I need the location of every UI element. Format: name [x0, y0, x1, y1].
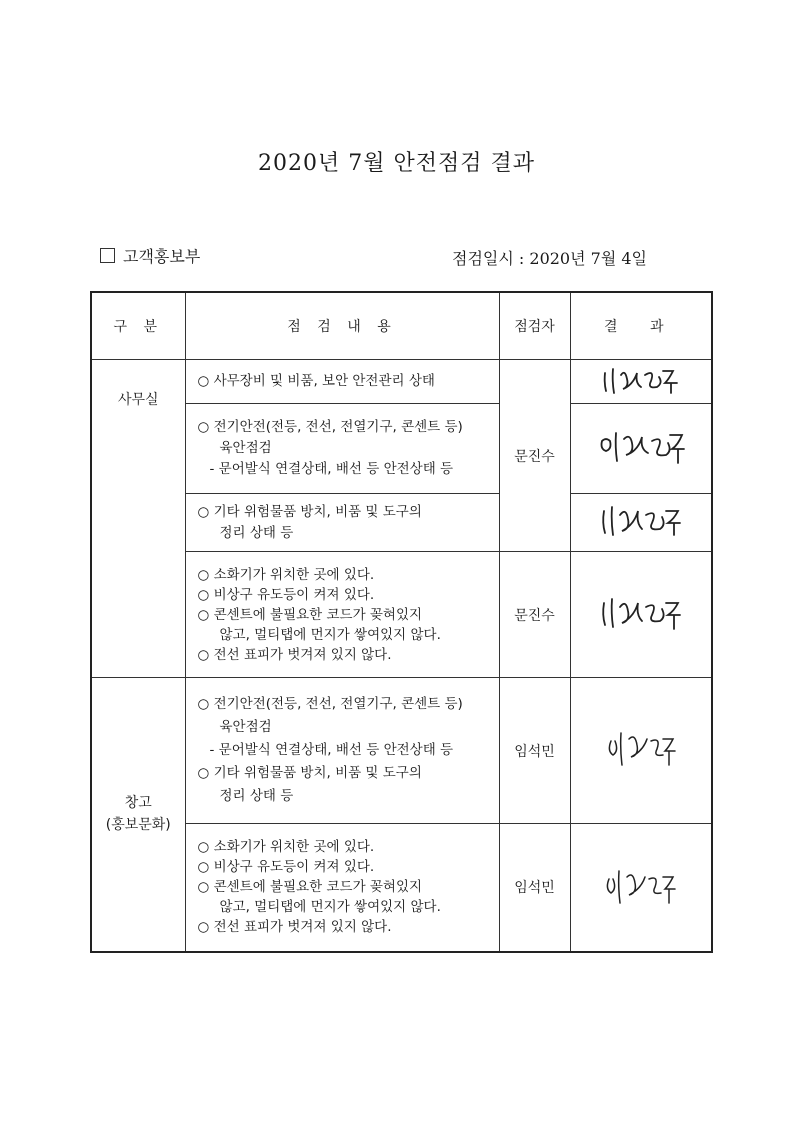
- header-category: 구 분: [91, 292, 185, 360]
- content-line: 육안점검: [219, 440, 272, 456]
- table-row: [91, 678, 712, 824]
- inspector-cell: 문진수: [499, 552, 570, 678]
- result-cell: [570, 494, 712, 552]
- table-row: [91, 824, 712, 952]
- category-cell: [91, 678, 185, 952]
- result-signature: [601, 863, 681, 907]
- inspector-cell: 임석민: [499, 824, 570, 952]
- table-row: [91, 494, 712, 552]
- content-cell: [185, 824, 499, 952]
- category-label: 사무실: [117, 391, 159, 408]
- content-line: ○ 전기안전(전등, 전선, 전열기구, 콘센트 등): [197, 419, 463, 435]
- content-line: ○ 콘센트에 불필요한 코드가 꽂혀있지: [197, 879, 423, 896]
- result-signature: [594, 427, 688, 467]
- content-cell: [185, 494, 499, 552]
- result-cell: [570, 360, 712, 404]
- inspector-cell: 문진수: [499, 360, 570, 552]
- result-signature: [596, 593, 686, 633]
- table-row: [91, 360, 712, 404]
- content-line: 정리 상태 등: [219, 524, 294, 541]
- content-cell: [185, 404, 499, 494]
- content-line: ○ 콘센트에 불필요한 코드가 꽂혀있지: [197, 606, 423, 623]
- content-line: ○ 사무장비 및 비품, 보안 안전관리 상태: [197, 373, 435, 389]
- table-row: [91, 552, 712, 678]
- result-signature: [603, 727, 679, 771]
- department-checkbox[interactable]: [100, 248, 115, 263]
- content-line: ○ 기타 위험물품 방치, 비품 및 도구의: [197, 765, 422, 781]
- content-line: 않고, 멀티탭에 먼지가 쌓여있지 않다.: [219, 899, 441, 916]
- content-line: 않고, 멀티탭에 먼지가 쌓여있지 않다.: [219, 626, 441, 643]
- result-signature: [599, 365, 683, 395]
- content-line: ○ 비상구 유도등이 켜져 있다.: [197, 859, 375, 876]
- category-cell: [91, 360, 185, 678]
- inspection-table: [90, 291, 713, 953]
- content-line: ○ 전선 표피가 벗겨져 있지 않다.: [197, 919, 392, 936]
- content-line: - 문어발식 연결상태, 배선 등 안전상태 등: [209, 461, 454, 477]
- content-cell: [185, 678, 499, 824]
- inspection-date: 점검일시 : 2020년 7월 4일: [452, 249, 648, 268]
- category-sublabel: (홍보문화): [105, 817, 171, 834]
- content-cell: [185, 552, 499, 678]
- result-cell: [570, 404, 712, 494]
- content-line: ○ 기타 위험물품 방치, 비품 및 도구의: [197, 503, 422, 520]
- content-line: - 문어발식 연결상태, 배선 등 안전상태 등: [209, 742, 454, 758]
- result-cell: [570, 552, 712, 678]
- header-content: 점 검 내 용: [185, 292, 499, 360]
- department-line: [100, 244, 200, 267]
- result-cell: [570, 824, 712, 952]
- header-inspector: 점검자: [499, 292, 570, 360]
- content-line: ○ 소화기가 위치한 곳에 있다.: [197, 566, 375, 583]
- table-header-row: [91, 292, 712, 360]
- content-line: ○ 전선 표피가 벗겨져 있지 않다.: [197, 646, 392, 663]
- table-row: [91, 404, 712, 494]
- content-cell: [185, 360, 499, 404]
- category-label: 창고: [124, 795, 152, 812]
- content-line: ○ 전기안전(전등, 전선, 전열기구, 콘센트 등): [197, 696, 463, 712]
- content-line: 육안점검: [219, 719, 272, 735]
- result-signature: [596, 503, 686, 539]
- content-line: ○ 비상구 유도등이 켜져 있다.: [197, 586, 375, 603]
- header-result: 결 과: [570, 292, 712, 360]
- department-label: 고객홍보부: [123, 247, 201, 266]
- content-line: 정리 상태 등: [219, 788, 294, 804]
- result-cell: [570, 678, 712, 824]
- inspector-cell: 임석민: [499, 678, 570, 824]
- document-title: 2020년 7월 안전점검 결과: [258, 151, 535, 176]
- content-line: ○ 소화기가 위치한 곳에 있다.: [197, 839, 375, 856]
